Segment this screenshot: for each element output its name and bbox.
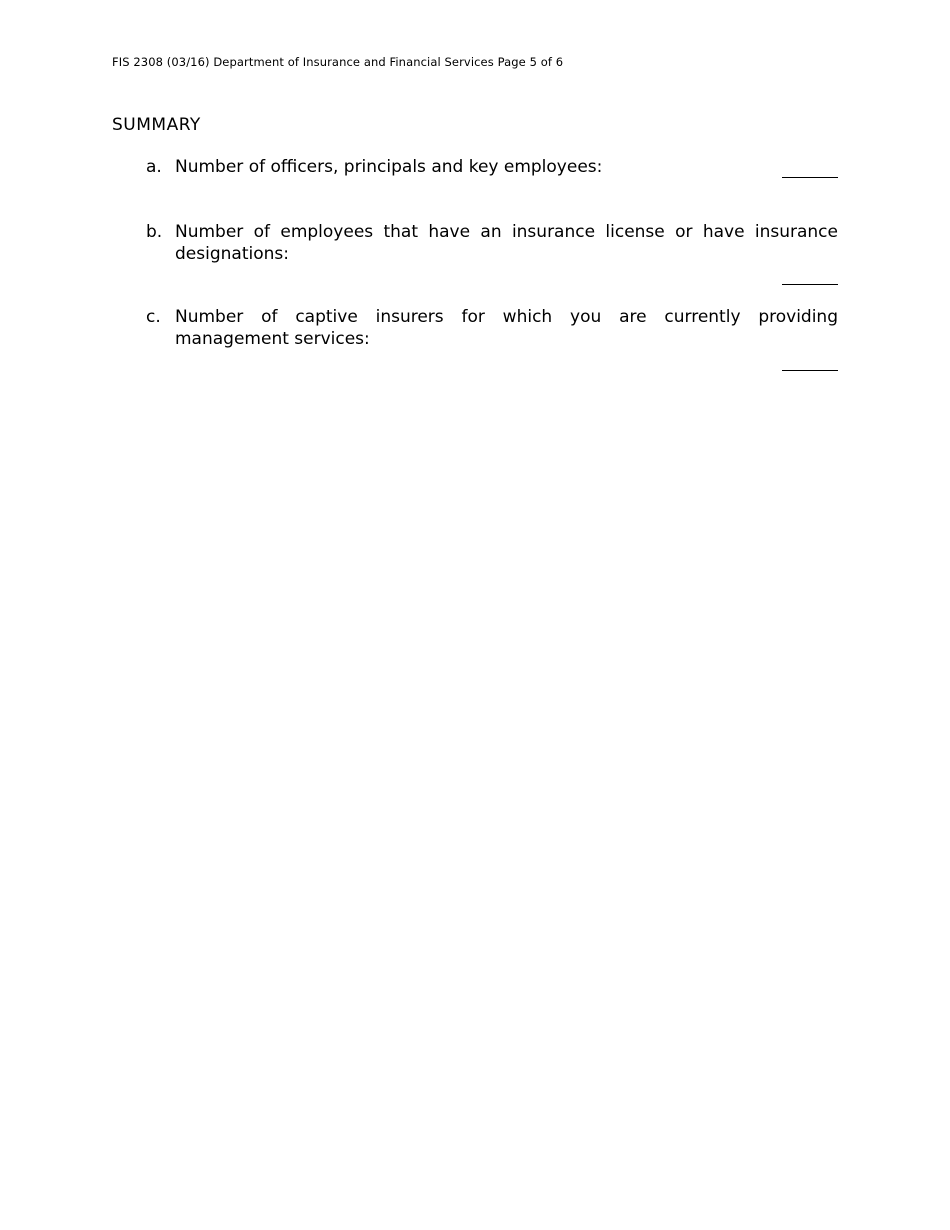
answer-field-licensed-employees[interactable] bbox=[782, 284, 838, 285]
page-header: FIS 2308 (03/16) Department of Insurance and Financial Services Page 5 of 6 bbox=[112, 55, 564, 69]
item-marker: c. bbox=[146, 307, 161, 327]
section-title: SUMMARY bbox=[112, 115, 201, 135]
answer-field-officers[interactable] bbox=[782, 177, 838, 178]
item-marker: b. bbox=[146, 222, 163, 242]
answer-field-captive-insurers[interactable] bbox=[782, 370, 838, 371]
summary-item-c bbox=[146, 307, 838, 350]
item-text: Number of captive insurers for which you are currently providing management services: bbox=[175, 307, 838, 349]
item-marker: a. bbox=[146, 157, 162, 177]
item-text: Number of officers, principals and key employees: bbox=[175, 157, 603, 177]
summary-item-a bbox=[146, 157, 838, 179]
item-text: Number of employees that have an insurance license or have insurance designations: bbox=[175, 222, 838, 264]
summary-item-b bbox=[146, 222, 838, 265]
